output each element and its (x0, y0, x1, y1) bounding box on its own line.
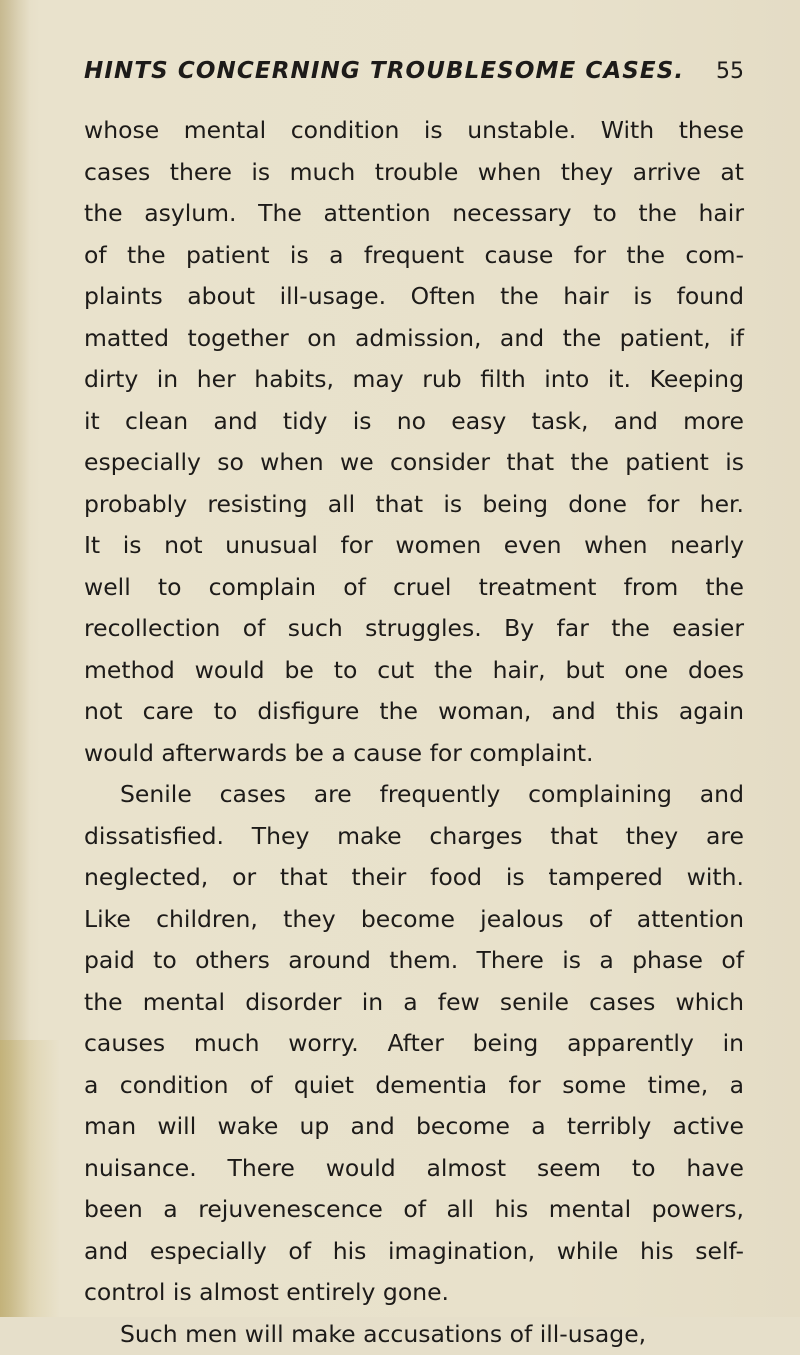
text-line: a condition of quiet dementia for some time, a (84, 1065, 744, 1107)
text-line: well to complain of cruel treatment from the (84, 567, 744, 609)
text-line-paragraph-end: would afterwards be a cause for complaint. (84, 733, 744, 775)
text-line: neglected, or that their food is tampered with. (84, 857, 744, 899)
text-line: nuisance. There would almost seem to have (84, 1148, 744, 1190)
text-line: of the patient is a frequent cause for the com- (84, 235, 744, 277)
text-line: it clean and tidy is no easy task, and more (84, 401, 744, 443)
text-line: not care to disfigure the woman, and this again (84, 691, 744, 733)
text-line: recollection of such struggles. By far the easier (84, 608, 744, 650)
text-line: plaints about ill-usage. Often the hair is found (84, 276, 744, 318)
text-line: causes much worry. After being apparently in (84, 1023, 744, 1065)
running-title: HINTS CONCERNING TROUBLESOME CASES. (84, 58, 684, 84)
text-line-paragraph-end: control is almost entirely gone. (84, 1272, 744, 1314)
text-line: cases there is much trouble when they arrive at (84, 152, 744, 194)
text-line: matted together on admission, and the patient, if (84, 318, 744, 360)
text-line-paragraph-start: Such men will make accusations of ill-usage, (84, 1314, 744, 1355)
text-line: method would be to cut the hair, but one does (84, 650, 744, 692)
text-line: dissatisfied. They make charges that they are (84, 816, 744, 858)
text-line: been a rejuvenescence of all his mental powers, (84, 1189, 744, 1231)
text-line: Like children, they become jealous of attention (84, 899, 744, 941)
text-line: It is not unusual for women even when nearly (84, 525, 744, 567)
text-line: the asylum. The attention necessary to the hair (84, 193, 744, 235)
text-line: whose mental condition is unstable. With these (84, 110, 744, 152)
page-stain (0, 1040, 60, 1317)
text-line-paragraph-start: Senile cases are frequently complaining and (84, 774, 744, 816)
text-line: the mental disorder in a few senile cases which (84, 982, 744, 1024)
text-line: paid to others around them. There is a phase of (84, 940, 744, 982)
text-line: and especially of his imagination, while his self- (84, 1231, 744, 1273)
body-text (84, 110, 744, 1355)
text-line: dirty in her habits, may rub filth into it. Keeping (84, 359, 744, 401)
page-number: 55 (716, 59, 744, 84)
text-line: especially so when we consider that the patient is (84, 442, 744, 484)
text-line: probably resisting all that is being done for her. (84, 484, 744, 526)
text-line: man will wake up and become a terribly active (84, 1106, 744, 1148)
running-header (84, 58, 744, 92)
